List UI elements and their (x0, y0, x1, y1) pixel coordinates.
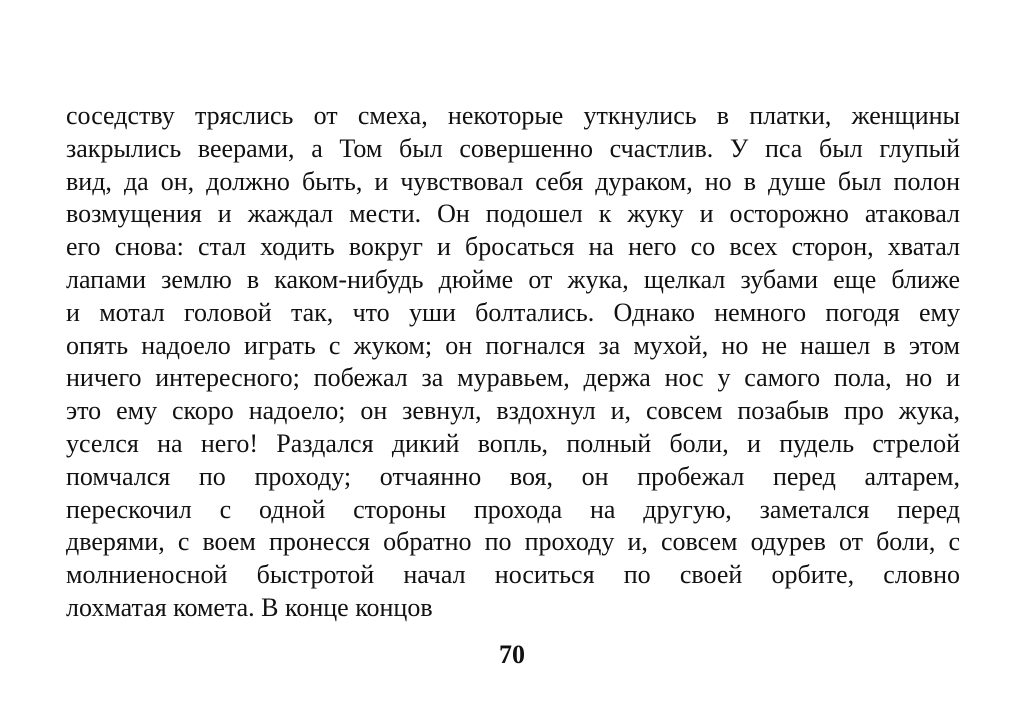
text-line: и мотал головой так, что уши болтались. Однако немного погодя ему (66, 297, 960, 327)
text-line: молниеносной быстротой начал носиться по своей орбите, словно (66, 560, 960, 590)
text-line: вид, да он, должно быть, и чувствовал себя дураком, но в душе был полон (66, 166, 960, 196)
text-line: помчался по проходу; отчаянно воя, он пробежал перед алтарем, (66, 461, 960, 491)
text-line: возмущения и жаждал мести. Он подошел к жуку и осторожно атаковал (66, 199, 960, 229)
text-line: соседству тряслись от смеха, некоторые уткнулись в платки, женщины (66, 101, 960, 130)
text-line: закрылись веерами, а Том был совершенно счастлив. У пса был глупый (66, 133, 960, 163)
text-line: дверями, с воем пронесся обратно по проходу и, совсем одурев от боли, с (66, 527, 960, 557)
text-line: лапами землю в каком-нибудь дюйме от жука, щелкал зубами еще ближе (66, 264, 960, 294)
text-line: уселся на него! Раздался дикий вопль, полный боли, и пудель стрелой (66, 428, 960, 458)
text-line: его снова: стал ходить вокруг и бросаться на него со всех сторон, хватал (66, 232, 960, 262)
text-line-last: лохматая комета. В конце концов (66, 592, 433, 622)
text-line: опять надоело играть с жуком; он погнался за мухой, но не нашел в этом (66, 330, 960, 360)
text-line: перескочил с одной стороны прохода на другую, заметался перед (66, 494, 960, 524)
body-text (66, 100, 960, 625)
text-line: ничего интересного; побежал за муравьем, держа нос у самого пола, но и (66, 363, 960, 393)
page-number: 70 (499, 640, 525, 669)
text-line: это ему скоро надоело; он зевнул, вздохнул и, совсем позабыв про жука, (66, 396, 960, 426)
